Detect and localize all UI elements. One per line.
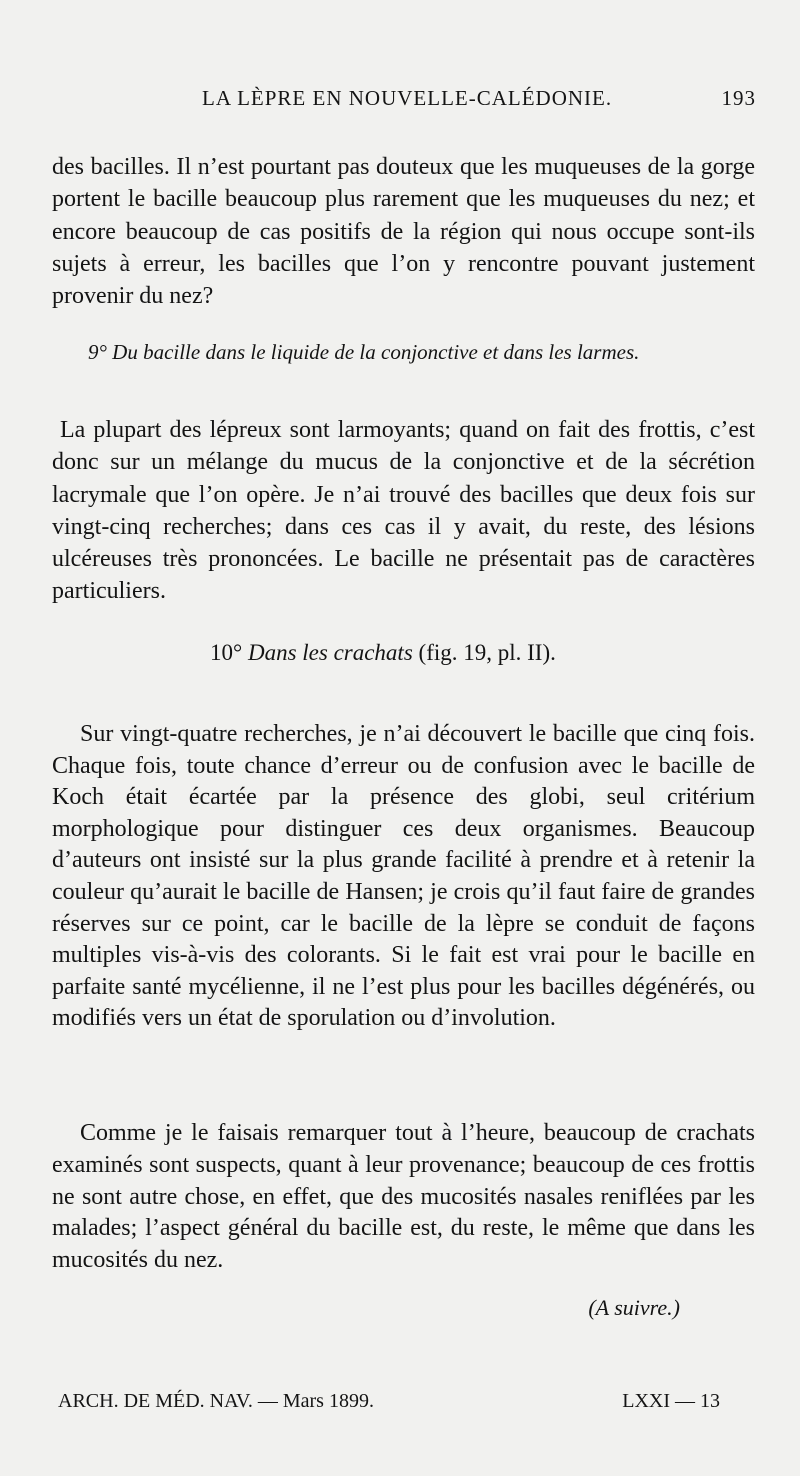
- section-10-number: 10°: [210, 640, 243, 665]
- continuation-note: (A suivre.): [588, 1295, 680, 1320]
- paragraph-4: Comme je le faisais remarquer tout à l’heure, beaucoup de crachats examinés sont suspects, quant à leur provenance; beaucoup de ces frottis ne sont autre chose, en effet, que des mucosités nasales reniflées par les malades; l’aspect général du bacille est, du reste, le même que dans les mucosités du nez.: [52, 1120, 755, 1274]
- journal-citation: ARCH. DE MÉD. NAV. — Mars 1899.: [58, 1390, 374, 1412]
- paragraph-1: des bacilles. Il n’est pourtant pas douteux que les muqueuses de la gorge portent le bacille beaucoup plus rarement que les muqueuses du nez; et encore beaucoup de cas positifs de la région qui nous occupe sont-ils sujets à erreur, les bacilles que l’on y rencontre pouvant justement provenir du nez?: [52, 154, 755, 310]
- page-number: 193: [721, 86, 756, 110]
- section-10-heading: [210, 640, 710, 666]
- section-10-figure-ref: (fig. 19, pl. II).: [418, 640, 556, 665]
- section-9-heading: 9° Du bacille dans le liquide de la conjonctive et dans les larmes.: [88, 340, 640, 364]
- paragraph-2: La plupart des lépreux sont larmoyants; quand on fait des frottis, c’est donc sur un mélange du mucus de la conjonctive et de la sécrétion lacrymale que l’on opère. Je n’ai trouvé des bacilles que deux fois sur vingt-cinq recherches; dans ces cas il y avait, du reste, des lésions ulcéreuses très prononcées. Le bacille ne présentait pas de caractères particuliers.: [52, 417, 755, 605]
- paragraph-3: Sur vingt-quatre recherches, je n’ai découvert le bacille que cinq fois. Chaque fois, toute chance d’erreur ou de confusion avec le bacille de Koch était écartée par la présence des globi, seul critérium morphologique pour distinguer ces deux organismes. Beaucoup d’auteurs ont insisté sur la plus grande facilité à prendre et à retenir la couleur qu’aurait le bacille de Hansen; je crois qu’il faut faire de grandes réserves sur ce point, car le bacille de la lèpre se conduit de façons multiples vis-à-vis des colorants. Si le fait est vrai pour le bacille en parfaite santé mycélienne, il ne l’est plus pour les bacilles dégénérés, ou modifiés vers un état de sporulation ou d’involution.: [52, 721, 755, 1032]
- running-title: LA LÈPRE EN NOUVELLE-CALÉDONIE.: [202, 86, 613, 110]
- section-10-title: Dans les crachats: [247, 640, 413, 665]
- signature-mark: LXXI — 13: [622, 1390, 720, 1412]
